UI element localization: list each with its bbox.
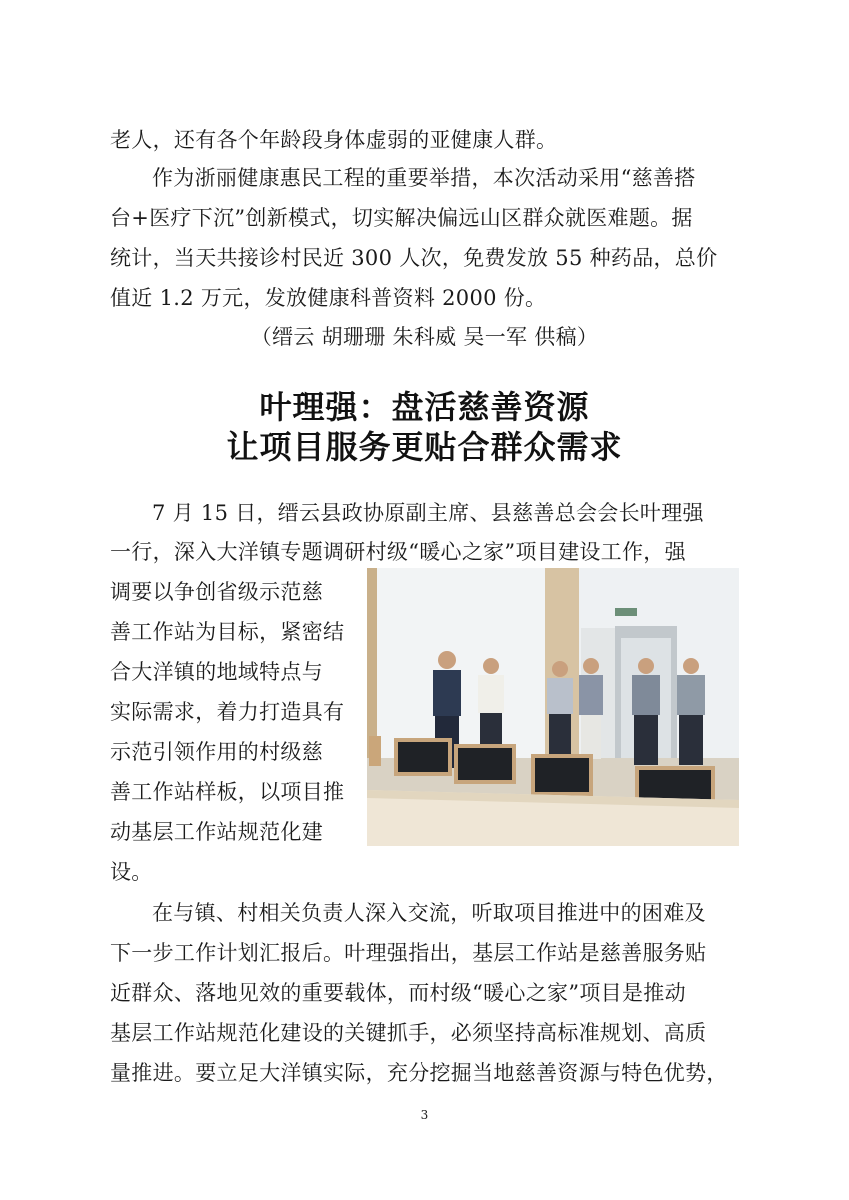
paragraph-line: 老人，还有各个年龄段身体虚弱的亚健康人群。 [110,128,558,152]
article-title-line2: 让项目服务更贴合群众需求 [226,428,623,466]
paragraph-line: 善工作站样板，以项目推 [110,780,345,804]
byline-credit: （缙云 胡珊珊 朱科威 吴一军 供稿） [250,325,599,349]
paragraph-line: 示范引领作用的村级慈 [110,740,323,764]
page-number: 3 [420,1108,429,1122]
paragraph-line: 设。 [110,860,153,884]
article-title-line1: 叶理强：盘活慈善资源 [259,388,590,426]
paragraph-line: 近群众、落地见效的重要载体，而村级“暖心之家”项目是推动 [110,981,686,1005]
paragraph-line: 一行，深入大洋镇专题调研村级“暖心之家”项目建设工作，强 [110,540,686,564]
paragraph-line: 合大洋镇的地域特点与 [110,660,323,684]
paragraph-line: 台+医疗下沉”创新模式，切实解决偏远山区群众就医难题。据 [110,206,693,230]
paragraph-line: 善工作站为目标，紧密结 [110,620,345,644]
paragraph-line: 动基层工作站规范化建 [110,820,323,844]
paragraph-line: 7 月 15 日，缙云县政协原副主席、县慈善总会会长叶理强 [152,501,704,525]
paragraph-line: 统计，当天共接诊村民近 300 人次，免费发放 55 种药品，总价 [110,246,718,270]
article-photo [367,568,739,846]
paragraph-line: 值近 1.2 万元，发放健康科普资料 2000 份。 [110,286,547,310]
paragraph-line: 在与镇、村相关负责人深入交流，听取项目推进中的困难及 [152,901,706,925]
meeting-room-photo-illustration [367,568,739,846]
paragraph-line: 实际需求，着力打造具有 [110,700,345,724]
paragraph-line: 基层工作站规范化建设的关键抓手，必须坚持高标准规划、高质 [110,1021,707,1045]
paragraph-line: 作为浙丽健康惠民工程的重要举措，本次活动采用“慈善搭 [152,166,696,190]
paragraph-line: 下一步工作计划汇报后。叶理强指出，基层工作站是慈善服务贴 [110,941,707,965]
paragraph-line: 量推进。要立足大洋镇实际，充分挖掘当地慈善资源与特色优势， [110,1061,728,1085]
paragraph-line: 调要以争创省级示范慈 [110,580,323,604]
